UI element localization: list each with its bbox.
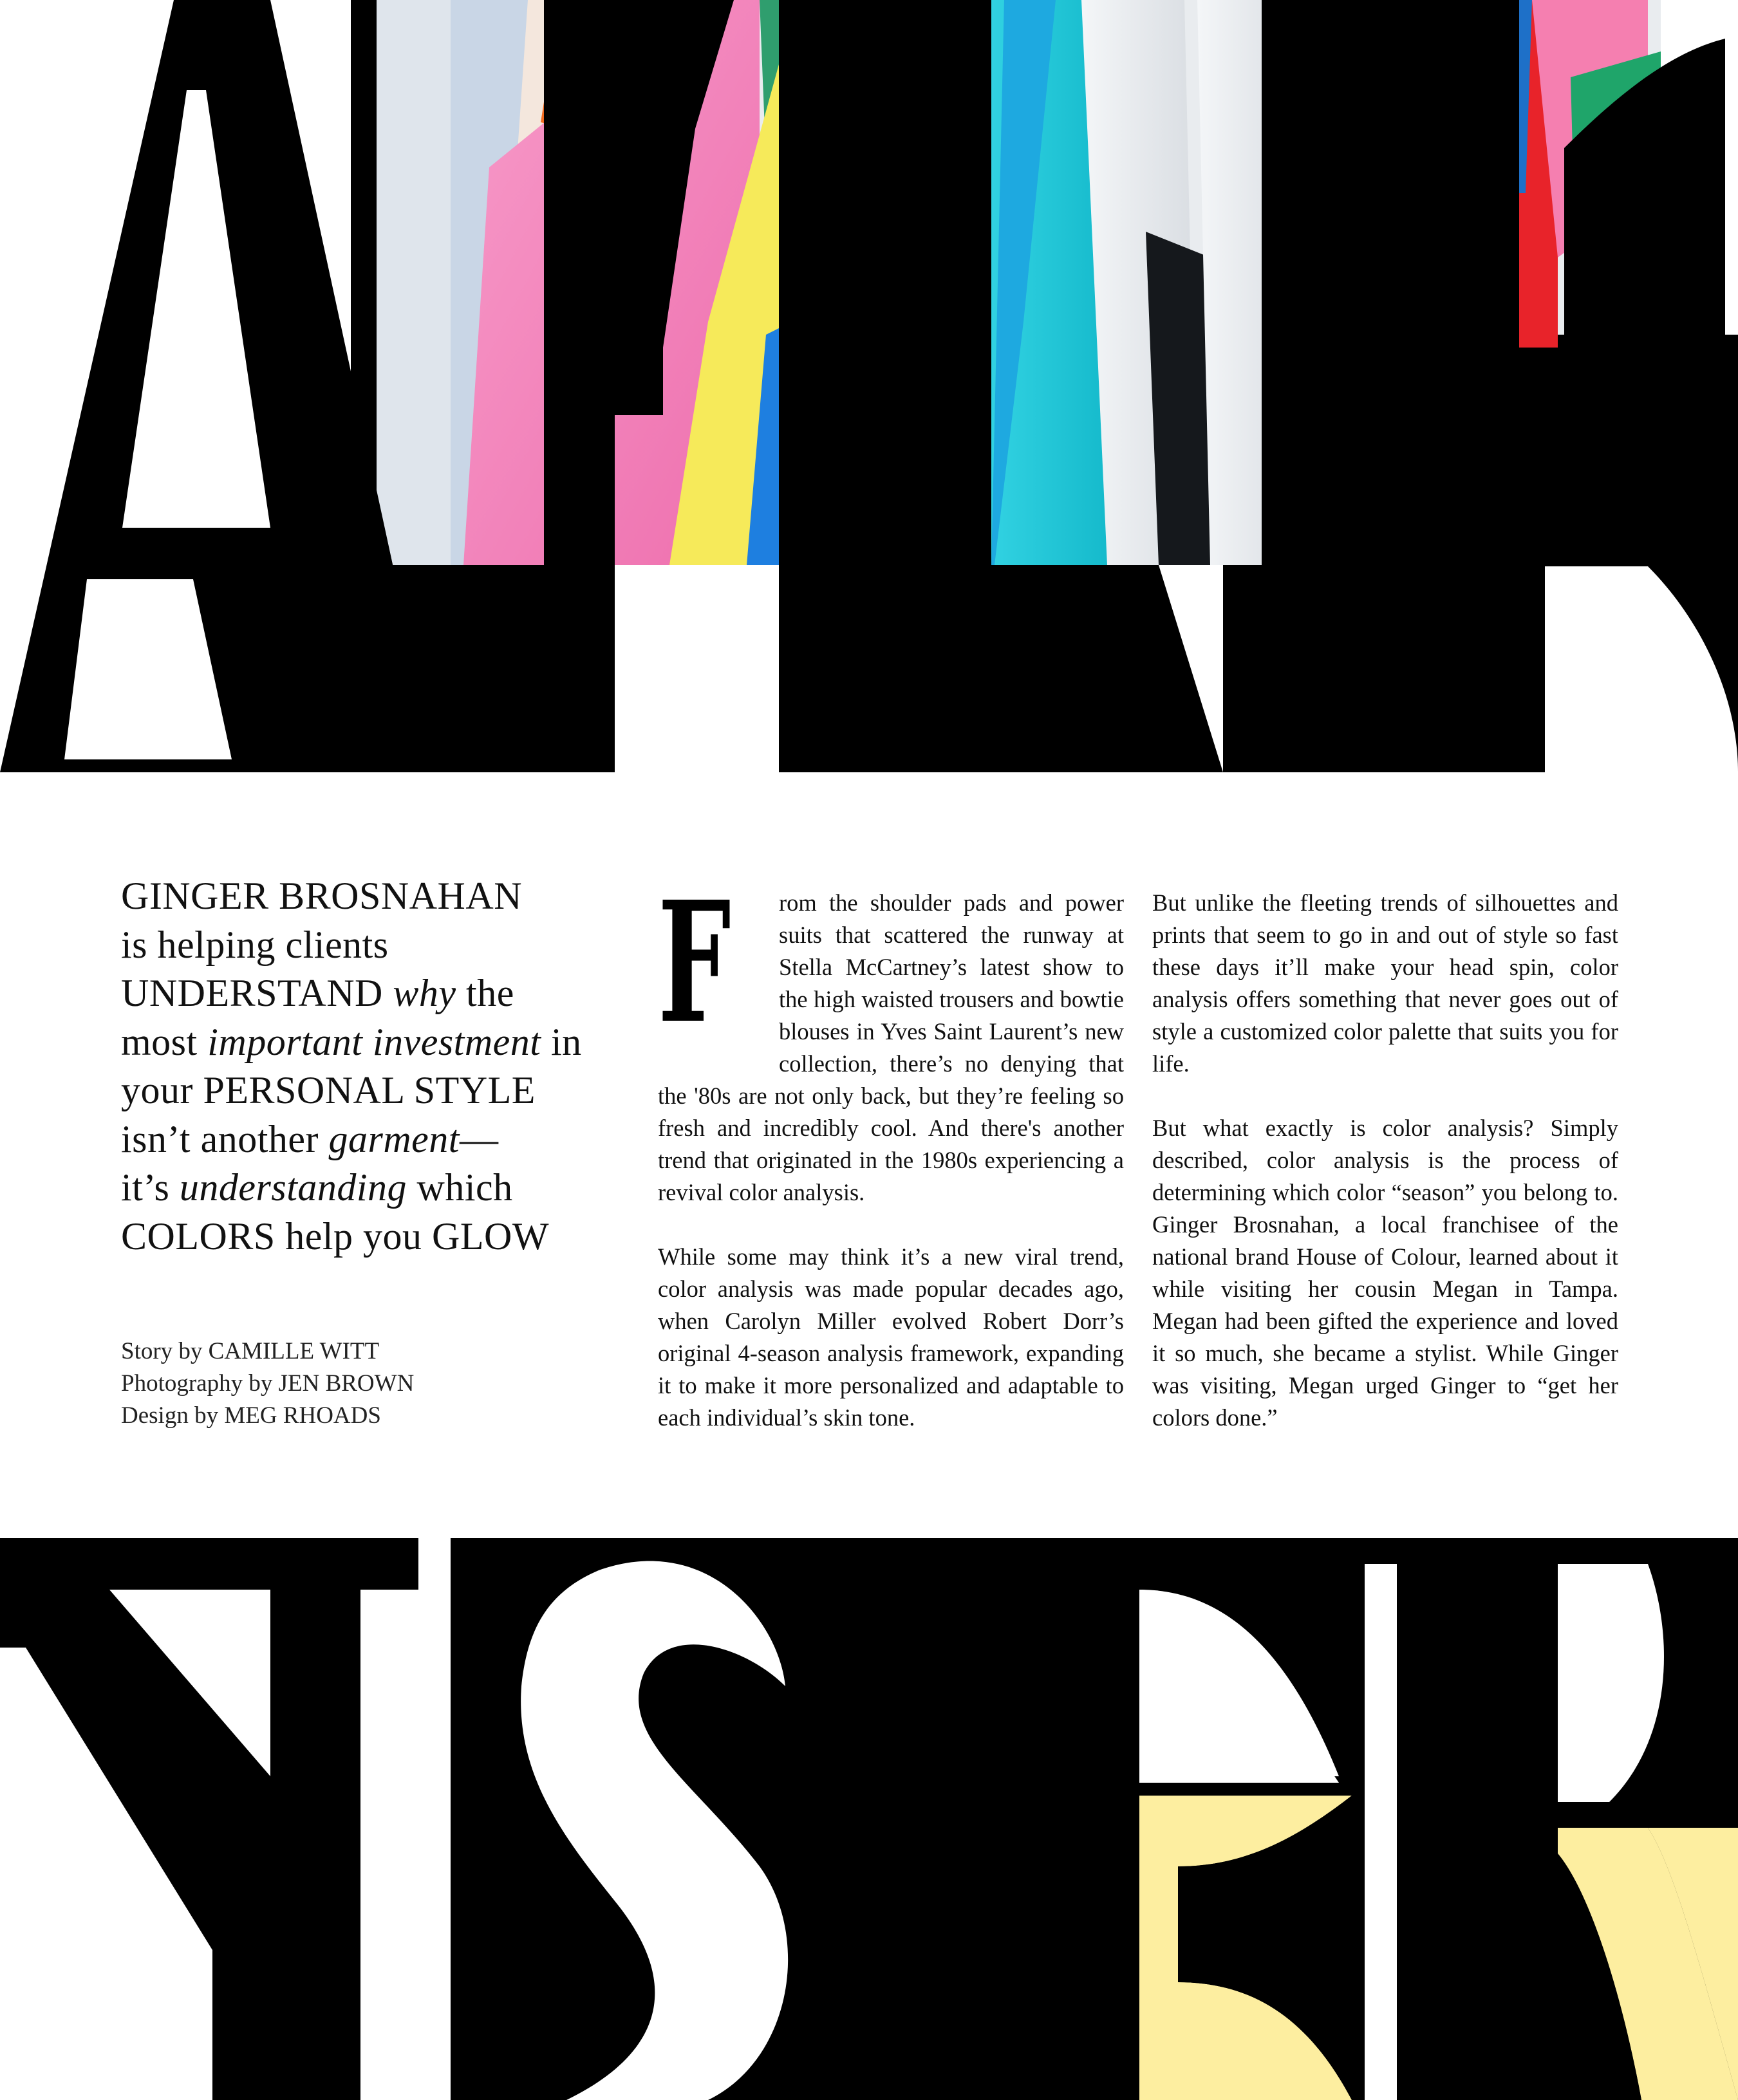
credit-design: Design by MEG RHOADS (121, 1402, 381, 1429)
pull-quote-part: the (466, 972, 514, 1014)
pull-quote-dash: — (459, 1117, 499, 1160)
drop-cap: F (658, 865, 731, 1060)
credit-story: Story by CAMILLE WITT (121, 1338, 380, 1364)
display-word-bottom-art (0, 1538, 1738, 2100)
pull-quote-emphasis: why (393, 972, 456, 1014)
credit-photography: Photography by JEN BROWN (121, 1370, 415, 1397)
pull-quote-part: GINGER BROSNAHAN (121, 875, 523, 917)
body-paragraph: But what exactly is color analysis? Simply described, color analysis is the process of determining which color “season” you belong to. Ginger Brosnahan, a local franchisee of the national brand House of Colour, learned about it while visiting her cousin Megan in Tampa. Megan had been gifted the experience and loved it so much, she became a stylist. While Ginger was visiting, Megan urged Ginger to “get her colors done.” (1152, 1115, 1618, 1431)
body-paragraph-text: rom the shoulder pads and power suits that scattered the runway at Stella McCartney’s latest show to the high waisted trousers and bowtie blouses in Yves Saint Laurent’s new collection, there’s no denying that the '80s are not only back, but they’re feeling so fresh and incredibly cool. And there's another trend that originated in the 1980s experiencing a revival color analysis. (658, 889, 1124, 1205)
body-paragraph: While some may think it’s a new viral trend, color analysis was made popular decades ago, when Carolyn Miller evolved Robert Dorr’s original 4-season analysis framework, expanding it to make it more personalized and adaptable to each individual’s skin tone. (658, 1243, 1124, 1431)
body-paragraph (658, 865, 1124, 1209)
pull-quote-part: it’s (121, 1166, 170, 1209)
pull-quote-emphasis: understanding (179, 1166, 407, 1209)
pull-quote-part: is helping clients (121, 923, 389, 966)
pull-quote-part: COLORS help you GLOW (121, 1214, 549, 1258)
pull-quote-part: in (550, 1020, 582, 1063)
pull-quote (121, 872, 610, 1261)
body-column-2 (1152, 887, 1618, 1434)
pull-quote-part: most (121, 1020, 198, 1063)
pull-quote-part: which (416, 1166, 513, 1209)
pull-quote-part: UNDERSTAND (121, 972, 383, 1014)
pull-quote-part: your PERSONAL STYLE (121, 1069, 536, 1111)
pull-quote-emphasis: important investment (207, 1020, 541, 1063)
credits (121, 1335, 520, 1432)
pull-quote-emphasis: garment (328, 1117, 460, 1160)
pull-quote-part: isn’t another (121, 1117, 319, 1160)
body-paragraph: But unlike the fleeting trends of silhouettes and prints that seem to go in and out of style so fast these days it’ll make your head spin, color analysis offers something that never goes out of style a customized color palette that suits you for life. (1152, 889, 1618, 1077)
body-column-1 (658, 865, 1124, 1434)
